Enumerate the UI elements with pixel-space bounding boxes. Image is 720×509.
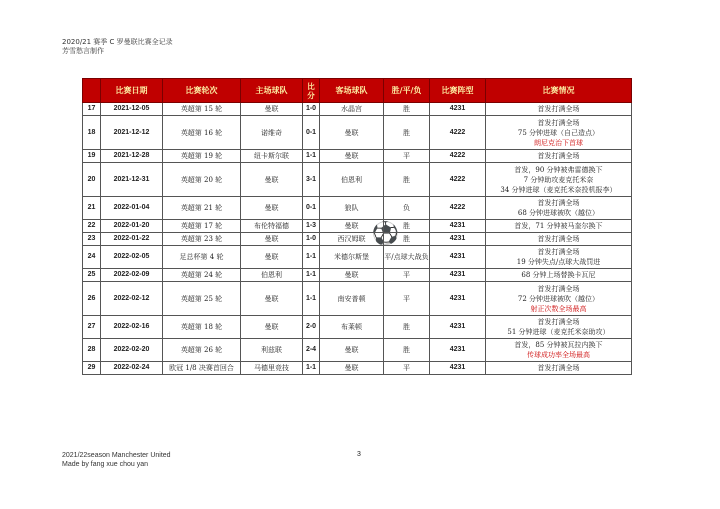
cell-score: 1-1 — [303, 269, 320, 282]
cell-no: 27 — [83, 316, 101, 339]
cell-score: 1-0 — [303, 103, 320, 116]
cell-notes — [486, 362, 632, 375]
header-score: 比 分 — [303, 79, 320, 103]
cell-notes — [486, 233, 632, 246]
cell-result: 胜 — [384, 116, 430, 150]
cell-round: 英超第 18 轮 — [163, 316, 241, 339]
header-author: 芳雪愁言制作 — [62, 47, 104, 55]
cell-home: 曼联 — [241, 282, 303, 316]
cell-date: 2022-01-20 — [101, 220, 163, 233]
cell-away: 南安普顿 — [320, 282, 384, 316]
cell-home: 利兹联 — [241, 339, 303, 362]
cell-home: 曼联 — [241, 316, 303, 339]
cell-notes — [486, 316, 632, 339]
footer-season: 2021/22season Manchester United — [62, 452, 171, 459]
note-line: 首发打满全场 — [537, 284, 580, 293]
header-away: 客场球队 — [320, 79, 384, 103]
table-row — [83, 269, 632, 282]
cell-formation: 4231 — [430, 362, 486, 375]
match-table — [82, 78, 632, 375]
cell-score: 0-1 — [303, 116, 320, 150]
page-header — [62, 38, 173, 56]
cell-round: 英超第 23 轮 — [163, 233, 241, 246]
cell-no: 22 — [83, 220, 101, 233]
cell-round: 欧冠 1/8 决赛首回合 — [163, 362, 241, 375]
note-line: 34 分钟进球（麦克托米奈投机报李） — [500, 185, 617, 194]
header-formation: 比赛阵型 — [430, 79, 486, 103]
cell-date: 2022-02-20 — [101, 339, 163, 362]
header-round: 比赛轮次 — [163, 79, 241, 103]
cell-round: 英超第 26 轮 — [163, 339, 241, 362]
cell-score: 1-1 — [303, 246, 320, 269]
cell-result: 平 — [384, 269, 430, 282]
cell-formation: 4231 — [430, 339, 486, 362]
cell-away: 曼联 — [320, 362, 384, 375]
cell-notes — [486, 246, 632, 269]
note-line: 首发，85 分钟被瓦拉内换下 — [514, 341, 603, 349]
note-line: 首发打满全场 — [537, 118, 580, 127]
cell-no: 29 — [83, 362, 101, 375]
cell-score: 1-1 — [303, 282, 320, 316]
cell-round: 英超第 19 轮 — [163, 150, 241, 163]
cell-notes — [486, 197, 632, 220]
cell-away: 曼联 — [320, 150, 384, 163]
cell-notes — [486, 116, 632, 150]
cell-home: 曼联 — [241, 246, 303, 269]
cell-date: 2022-01-22 — [101, 233, 163, 246]
cell-notes — [486, 103, 632, 116]
cell-notes — [486, 339, 632, 362]
note-line: 7 分钟助攻麦克托米奈 — [523, 175, 594, 184]
cell-notes — [486, 150, 632, 163]
note-line: 传球成功率全场最高 — [527, 351, 590, 359]
cell-round: 足总杯第 4 轮 — [163, 246, 241, 269]
note-line: 首发打满全场 — [537, 105, 580, 113]
note-line: 首发打满全场 — [537, 199, 580, 207]
cell-notes — [486, 163, 632, 197]
cell-notes — [486, 282, 632, 316]
note-line: 射正次数全场最高 — [530, 304, 587, 313]
cell-date: 2022-02-05 — [101, 246, 163, 269]
header-date: 比赛日期 — [101, 79, 163, 103]
cell-date: 2021-12-12 — [101, 116, 163, 150]
cell-date: 2021-12-28 — [101, 150, 163, 163]
cell-score: 1-3 — [303, 220, 320, 233]
cell-formation: 4231 — [430, 269, 486, 282]
cell-formation: 4222 — [430, 150, 486, 163]
cell-round: 英超第 16 轮 — [163, 116, 241, 150]
header-notes: 比赛情况 — [486, 79, 632, 103]
cell-away: 米德尔斯堡 — [320, 246, 384, 269]
cell-no: 20 — [83, 163, 101, 197]
table-row — [83, 103, 632, 116]
cell-away: 曼联 — [320, 116, 384, 150]
note-line: 首发打满全场 — [537, 318, 580, 326]
cell-date: 2021-12-31 — [101, 163, 163, 197]
cell-score: 2-4 — [303, 339, 320, 362]
table-row — [83, 339, 632, 362]
table-row — [83, 220, 632, 233]
cell-result: 胜 — [384, 163, 430, 197]
table-body — [83, 103, 632, 375]
header-no — [83, 79, 101, 103]
cell-home: 伯恩利 — [241, 269, 303, 282]
cell-result: 负 — [384, 197, 430, 220]
cell-home: 布伦特福德 — [241, 220, 303, 233]
cell-away: 西汉姆联 — [320, 233, 384, 246]
note-line: 68 分钟进球被吹（越位） — [517, 209, 600, 217]
cell-formation: 4231 — [430, 103, 486, 116]
cell-home: 纽卡斯尔联 — [241, 150, 303, 163]
table-row — [83, 246, 632, 269]
table-row — [83, 197, 632, 220]
cell-round: 英超第 24 轮 — [163, 269, 241, 282]
table-row — [83, 362, 632, 375]
table-row — [83, 233, 632, 246]
cell-score: 1-1 — [303, 362, 320, 375]
cell-away: 曼联 — [320, 269, 384, 282]
cell-home: 马德里竞技 — [241, 362, 303, 375]
cell-result: 胜 — [384, 103, 430, 116]
note-line: 75 分钟进球（自己造点） — [517, 128, 600, 137]
cell-no: 23 — [83, 233, 101, 246]
note-line: 首发打满全场 — [537, 364, 580, 372]
cell-formation: 4231 — [430, 282, 486, 316]
table-row — [83, 316, 632, 339]
table-header-row — [83, 79, 632, 103]
table-row — [83, 282, 632, 316]
cell-no: 21 — [83, 197, 101, 220]
cell-result: 平/点球大战负 — [384, 246, 430, 269]
cell-formation: 4231 — [430, 233, 486, 246]
note-line: 首发打满全场 — [537, 152, 580, 160]
cell-no: 26 — [83, 282, 101, 316]
note-line: 首发，71 分钟被马奎尔换下 — [514, 222, 603, 230]
cell-notes — [486, 269, 632, 282]
note-line: 51 分钟进球（麦克托米奈助攻） — [507, 328, 610, 336]
table-row — [83, 116, 632, 150]
cell-date: 2022-02-24 — [101, 362, 163, 375]
cell-score: 0-1 — [303, 197, 320, 220]
cell-no: 28 — [83, 339, 101, 362]
cell-no: 17 — [83, 103, 101, 116]
cell-home: 曼联 — [241, 197, 303, 220]
cell-formation: 4231 — [430, 316, 486, 339]
cell-home: 诺维奇 — [241, 116, 303, 150]
cell-result: 胜 — [384, 220, 430, 233]
cell-date: 2022-02-16 — [101, 316, 163, 339]
cell-round: 英超第 20 轮 — [163, 163, 241, 197]
cell-result: 平 — [384, 362, 430, 375]
cell-no: 18 — [83, 116, 101, 150]
cell-round: 英超第 21 轮 — [163, 197, 241, 220]
cell-home: 曼联 — [241, 233, 303, 246]
cell-notes — [486, 220, 632, 233]
page-footer — [62, 451, 171, 469]
cell-date: 2021-12-05 — [101, 103, 163, 116]
note-line: 19 分钟失点/点球大战罚进 — [516, 258, 601, 266]
cell-round: 英超第 15 轮 — [163, 103, 241, 116]
cell-away: 曼联 — [320, 339, 384, 362]
cell-date: 2022-02-09 — [101, 269, 163, 282]
cell-away: 曼联 — [320, 220, 384, 233]
header-home: 主场球队 — [241, 79, 303, 103]
cell-no: 19 — [83, 150, 101, 163]
cell-round: 英超第 25 轮 — [163, 282, 241, 316]
cell-result: 平 — [384, 150, 430, 163]
cell-date: 2022-02-12 — [101, 282, 163, 316]
cell-score: 3-1 — [303, 163, 320, 197]
watermark: ⚽ — [368, 218, 403, 251]
cell-formation: 4231 — [430, 220, 486, 233]
cell-score: 1-0 — [303, 233, 320, 246]
cell-away: 伯恩利 — [320, 163, 384, 197]
cell-away: 狼队 — [320, 197, 384, 220]
cell-result: 胜 — [384, 316, 430, 339]
header-result: 胜/平/负 — [384, 79, 430, 103]
note-line: 首发打满全场 — [537, 248, 580, 256]
note-line: 朗尼克治下首球 — [534, 138, 583, 147]
note-line: 首发打满全场 — [537, 235, 580, 243]
cell-score: 1-1 — [303, 150, 320, 163]
note-line: 72 分钟进球被吹（越位） — [517, 294, 600, 303]
cell-home: 曼联 — [241, 103, 303, 116]
cell-result: 胜 — [384, 339, 430, 362]
footer-author: Made by fang xue chou yan — [62, 461, 149, 468]
cell-result: 平 — [384, 282, 430, 316]
cell-formation: 4222 — [430, 116, 486, 150]
note-line: 首发，90 分钟被弗雷德换下 — [514, 165, 603, 174]
cell-score: 2-0 — [303, 316, 320, 339]
table-row — [83, 163, 632, 197]
cell-formation: 4231 — [430, 246, 486, 269]
cell-result: 胜 — [384, 233, 430, 246]
cell-no: 25 — [83, 269, 101, 282]
cell-formation: 4222 — [430, 197, 486, 220]
table-row — [83, 150, 632, 163]
cell-away: 水晶宫 — [320, 103, 384, 116]
page-number: 3 — [357, 451, 361, 458]
header-title: 2020/21 赛季 C 罗曼联比赛全记录 — [62, 38, 173, 46]
cell-no: 24 — [83, 246, 101, 269]
cell-away: 布莱顿 — [320, 316, 384, 339]
cell-round: 英超第 17 轮 — [163, 220, 241, 233]
cell-formation: 4222 — [430, 163, 486, 197]
cell-home: 曼联 — [241, 163, 303, 197]
note-line: 68 分钟上场替换卡瓦尼 — [521, 271, 596, 279]
cell-date: 2022-01-04 — [101, 197, 163, 220]
